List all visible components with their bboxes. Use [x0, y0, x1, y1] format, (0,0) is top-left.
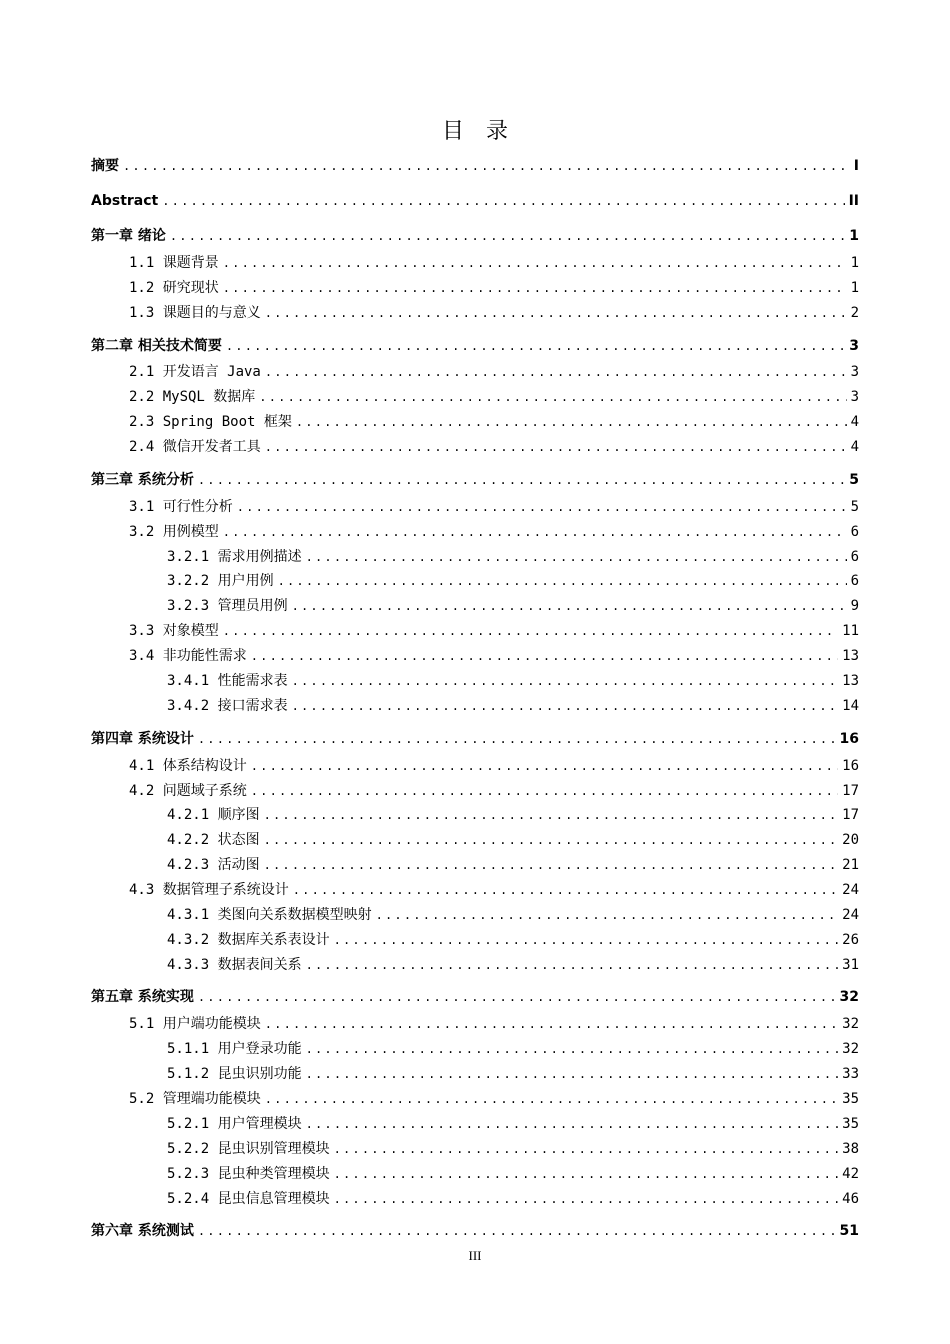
toc-entry-label: 4.1 体系结构设计: [129, 758, 247, 774]
toc-entry-label: 1.2 研究现状: [129, 280, 219, 296]
toc-entry-label: 2.1 开发语言 Java: [129, 364, 261, 380]
toc-entry-label: 3.2.3 管理员用例: [167, 598, 288, 614]
toc-entry-page: 6: [850, 573, 859, 589]
toc-entry[interactable]: [129, 362, 859, 382]
toc-entry-page: 32: [842, 1016, 859, 1032]
toc-entry-label: 4.3.3 数据表间关系: [167, 957, 302, 973]
toc-entry[interactable]: [167, 1139, 859, 1159]
toc-entry-label: 5.2.2 昆虫识别管理模块: [167, 1141, 330, 1157]
toc-leader-dots: [223, 621, 838, 641]
toc-entry-page: 2: [850, 305, 859, 321]
toc-leader-dots: [264, 855, 839, 875]
toc-entry[interactable]: [167, 571, 859, 591]
toc-entry-label: 5.2.4 昆虫信息管理模块: [167, 1191, 330, 1207]
toc-entry-label: 4.2 问题域子系统: [129, 783, 247, 799]
toc-entry-label: 2.2 MySQL 数据库: [129, 389, 256, 405]
toc-leader-dots: [223, 253, 847, 273]
toc-entry[interactable]: [167, 671, 859, 691]
toc-entry-page: 4: [850, 414, 859, 430]
toc-leader-dots: [251, 781, 838, 801]
toc-title: 目录: [441, 119, 530, 144]
toc-entry-label: 第三章 系统分析: [91, 472, 194, 488]
toc-leader-dots: [162, 191, 844, 211]
toc-leader-dots: [306, 1114, 839, 1134]
toc-entry-label: 4.3 数据管理子系统设计: [129, 882, 289, 898]
toc-entry-label: 3.3 对象模型: [129, 623, 219, 639]
toc-entry-page: 24: [842, 882, 859, 898]
toc-leader-dots: [292, 696, 839, 716]
toc-entry-page: 16: [842, 758, 859, 774]
toc-entry[interactable]: [129, 522, 859, 542]
toc-leader-dots: [334, 1164, 839, 1184]
toc-entry-page: 5: [850, 499, 859, 515]
toc-leader-dots: [223, 278, 847, 298]
toc-entry[interactable]: [91, 156, 859, 176]
toc-entry[interactable]: [129, 1089, 859, 1109]
toc-leader-dots: [334, 930, 839, 950]
toc-entry-label: 1.3 课题目的与意义: [129, 305, 261, 321]
toc-entry-page: 21: [842, 857, 859, 873]
toc-entry[interactable]: [91, 336, 859, 356]
toc-entry[interactable]: [129, 1014, 859, 1034]
toc-leader-dots: [123, 156, 850, 176]
toc-entry-label: 5.1 用户端功能模块: [129, 1016, 261, 1032]
toc-entry-page: 32: [839, 989, 859, 1005]
toc-entry[interactable]: [91, 1221, 859, 1241]
toc-entry-label: 3.2.2 用户用例: [167, 573, 274, 589]
toc-entry[interactable]: [167, 1164, 859, 1184]
toc-entry-page: 14: [842, 698, 859, 714]
toc-entry-label: 5.1.1 用户登录功能: [167, 1041, 302, 1057]
toc-entry-label: 5.2 管理端功能模块: [129, 1091, 261, 1107]
toc-leader-dots: [376, 905, 839, 925]
toc-entry-label: 5.1.2 昆虫识别功能: [167, 1066, 302, 1082]
toc-entry-page: 46: [842, 1191, 859, 1207]
toc-entry[interactable]: [167, 696, 859, 716]
toc-entry-label: 2.4 微信开发者工具: [129, 439, 261, 455]
toc-entry-label: 4.3.1 类图向关系数据模型映射: [167, 907, 372, 923]
toc-leader-dots: [259, 387, 846, 407]
toc-leader-dots: [334, 1139, 839, 1159]
toc-entry-page: 5: [849, 472, 859, 488]
toc-entry-page: 1: [850, 280, 859, 296]
toc-entry-page: 17: [842, 783, 859, 799]
toc-leader-dots: [198, 987, 836, 1007]
toc-entry-page: 6: [850, 524, 859, 540]
toc-entry-page: 3: [850, 364, 859, 380]
toc-entry-label: 3.2.1 需求用例描述: [167, 549, 302, 565]
toc-entry[interactable]: [129, 497, 859, 517]
toc-leader-dots: [306, 1039, 839, 1059]
toc-entry-label: 4.3.2 数据库关系表设计: [167, 932, 330, 948]
toc-entry[interactable]: [167, 1189, 859, 1209]
toc-entry-page: 20: [842, 832, 859, 848]
toc-entry-label: 3.2 用例模型: [129, 524, 219, 540]
toc-leader-dots: [334, 1189, 839, 1209]
toc-leader-dots: [251, 646, 838, 666]
toc-leader-dots: [198, 1221, 836, 1241]
toc-entry-label: 摘要: [91, 158, 119, 174]
toc-entry[interactable]: [91, 191, 859, 211]
toc-entry-page: II: [848, 193, 859, 209]
toc-entry-page: 51: [839, 1223, 859, 1239]
toc-leader-dots: [293, 880, 838, 900]
toc-entry[interactable]: [167, 830, 859, 850]
toc-entry-label: 1.1 课题背景: [129, 255, 219, 271]
toc-entry[interactable]: [167, 930, 859, 950]
toc-entry-page: 11: [842, 623, 859, 639]
toc-entry-page: 26: [842, 932, 859, 948]
toc-entry[interactable]: [129, 412, 859, 432]
toc-leader-dots: [296, 412, 847, 432]
toc-entry-page: 3: [850, 389, 859, 405]
toc-entry-page: 32: [842, 1041, 859, 1057]
toc-entry-page: 35: [842, 1116, 859, 1132]
toc-entry[interactable]: [167, 1039, 859, 1059]
toc-entry-page: 9: [850, 598, 859, 614]
toc-entry-page: 1: [849, 228, 859, 244]
toc-entry-label: 第六章 系统测试: [91, 1223, 194, 1239]
toc-entry-page: 24: [842, 907, 859, 923]
toc-leader-dots: [306, 955, 839, 975]
toc-entry-page: I: [853, 158, 859, 174]
toc-leader-dots: [265, 362, 847, 382]
toc-entry[interactable]: [129, 303, 859, 323]
toc-entry-page: 17: [842, 807, 859, 823]
toc-leader-dots: [292, 596, 847, 616]
toc-entry[interactable]: [91, 226, 859, 246]
toc-leader-dots: [292, 671, 839, 691]
toc-entry-label: 3.4 非功能性需求: [129, 648, 247, 664]
toc-leader-dots: [264, 830, 839, 850]
toc-leader-dots: [278, 571, 847, 591]
toc-entry-page: 3: [849, 338, 859, 354]
toc-entry-label: 第五章 系统实现: [91, 989, 194, 1005]
toc-entry-page: 13: [842, 648, 859, 664]
toc-entry-label: 4.2.1 顺序图: [167, 807, 260, 823]
toc-entry[interactable]: [91, 987, 859, 1007]
toc-entry-label: Abstract: [91, 193, 159, 209]
toc-entry[interactable]: [167, 805, 859, 825]
page-number-footer: III: [468, 1248, 482, 1263]
toc-entry[interactable]: [129, 278, 859, 298]
toc-entry[interactable]: [129, 756, 859, 776]
toc-entry-label: 5.2.1 用户管理模块: [167, 1116, 302, 1132]
toc-entry-page: 31: [842, 957, 859, 973]
toc-entry[interactable]: [167, 596, 859, 616]
toc-entry-label: 第四章 系统设计: [91, 731, 194, 747]
toc-leader-dots: [264, 805, 839, 825]
toc-entry[interactable]: [129, 253, 859, 273]
toc-leader-dots: [306, 547, 847, 567]
toc-entry-page: 42: [842, 1166, 859, 1182]
toc-entry-label: 3.1 可行性分析: [129, 499, 233, 515]
toc-entry[interactable]: [167, 1064, 859, 1084]
toc-entry-label: 2.3 Spring Boot 框架: [129, 414, 292, 430]
toc-entry-page: 6: [850, 549, 859, 565]
toc-entry-label: 3.4.2 接口需求表: [167, 698, 288, 714]
toc-entry[interactable]: [129, 621, 859, 641]
toc-entry-label: 4.2.2 状态图: [167, 832, 260, 848]
toc-leader-dots: [237, 497, 847, 517]
toc-entry[interactable]: [129, 781, 859, 801]
toc-entry-label: 3.4.1 性能需求表: [167, 673, 288, 689]
toc-entry[interactable]: [129, 880, 859, 900]
toc-entry[interactable]: [167, 905, 859, 925]
toc-entry-page: 4: [850, 439, 859, 455]
toc-entry[interactable]: [129, 437, 859, 457]
toc-entry[interactable]: [129, 387, 859, 407]
toc-entry-page: 1: [850, 255, 859, 271]
toc-entry[interactable]: [129, 646, 859, 666]
toc-leader-dots: [198, 729, 836, 749]
toc-entry-page: 13: [842, 673, 859, 689]
toc-leader-dots: [265, 1014, 838, 1034]
toc-entry-label: 4.2.3 活动图: [167, 857, 260, 873]
toc-entry[interactable]: [167, 1114, 859, 1134]
toc-leader-dots: [223, 522, 847, 542]
toc-entry[interactable]: [91, 470, 859, 490]
toc-entry-page: 38: [842, 1141, 859, 1157]
toc-leader-dots: [251, 756, 838, 776]
toc-leader-dots: [226, 336, 845, 356]
toc-entry-page: 16: [839, 731, 859, 747]
toc-entry[interactable]: [167, 855, 859, 875]
toc-entry[interactable]: [167, 547, 859, 567]
toc-entry[interactable]: [91, 729, 859, 749]
toc-leader-dots: [198, 470, 845, 490]
toc-leader-dots: [265, 437, 847, 457]
toc-entry[interactable]: [167, 955, 859, 975]
toc-leader-dots: [265, 303, 847, 323]
toc-entry-page: 35: [842, 1091, 859, 1107]
toc-entry-label: 第一章 绪论: [91, 228, 166, 244]
toc-leader-dots: [265, 1089, 838, 1109]
toc-leader-dots: [306, 1064, 839, 1084]
toc-entry-label: 第二章 相关技术简要: [91, 338, 222, 354]
toc-entry-page: 33: [842, 1066, 859, 1082]
toc-entry-label: 5.2.3 昆虫种类管理模块: [167, 1166, 330, 1182]
toc-leader-dots: [170, 226, 845, 246]
